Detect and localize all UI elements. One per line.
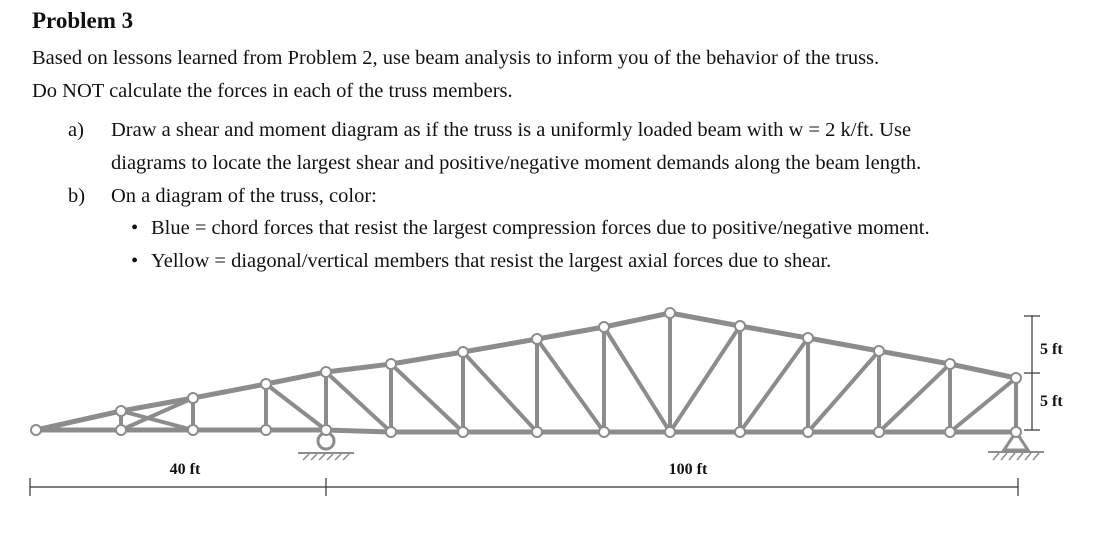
task-b-line-1: On a diagram of the truss, color: — [111, 185, 377, 207]
joint-node — [945, 359, 955, 369]
joint-node — [1011, 427, 1021, 437]
task-b — [68, 180, 1098, 213]
joint-node — [188, 425, 198, 435]
top-chord-member — [266, 372, 326, 384]
diagonal-member — [537, 339, 604, 432]
joint-node — [321, 367, 331, 377]
joint-node — [321, 425, 331, 435]
task-a-line-2: diagrams to locate the largest shear and positive/negative moment demands along the beam length. — [111, 152, 922, 174]
bullet-dot-icon: • — [131, 250, 139, 272]
top-chord-member — [604, 313, 670, 327]
task-a-line-1: Draw a shear and moment diagram as if the truss is a uniformly loaded beam with w = 2 k/ft. Use — [111, 119, 912, 141]
diagonal-member — [670, 326, 740, 432]
diagonal-member — [391, 364, 463, 432]
joint-node — [31, 425, 41, 435]
joint-node — [874, 427, 884, 437]
joint-node — [116, 425, 126, 435]
problem-intro — [32, 42, 1092, 108]
task-a-label: a) — [68, 119, 84, 141]
diagonal-member — [740, 338, 808, 432]
joint-node — [532, 427, 542, 437]
bullet-blue-text: Blue = chord forces that resist the largest compression forces due to positive/negative moment. — [151, 217, 930, 239]
joint-node — [458, 347, 468, 357]
diagonal-member — [463, 352, 537, 432]
truss-members — [36, 313, 1016, 432]
dim-5ft-lower-label: 5 ft — [1040, 393, 1063, 410]
joint-node — [261, 425, 271, 435]
problem-title: Problem 3 — [32, 8, 134, 33]
top-chord-member — [193, 384, 266, 398]
pin-support-icon — [298, 433, 354, 460]
truss-diagram — [0, 290, 1108, 540]
bullet-yellow-text: Yellow = diagonal/vertical members that resist the largest axial forces due to shear. — [151, 250, 832, 272]
joint-node — [665, 427, 675, 437]
top-chord-member — [950, 364, 1016, 378]
bottom-chord-member — [326, 430, 391, 432]
joint-node — [261, 379, 271, 389]
joint-node — [803, 333, 813, 343]
intro-line-2: Do NOT calculate the forces in each of the truss members. — [32, 80, 513, 102]
task-a — [68, 114, 1098, 180]
joint-node — [665, 308, 675, 318]
intro-line-1: Based on lessons learned from Problem 2, use beam analysis to inform you of the behavior of the truss. — [32, 47, 880, 69]
diagonal-member — [266, 384, 326, 430]
dim-100ft-label: 100 ft — [668, 461, 708, 478]
joint-node — [599, 322, 609, 332]
joint-node — [735, 427, 745, 437]
top-chord-member — [740, 326, 808, 338]
joint-node — [188, 393, 198, 403]
joint-node — [458, 427, 468, 437]
task-b-label: b) — [68, 185, 86, 207]
joint-node — [386, 427, 396, 437]
top-chord-member — [36, 411, 121, 430]
joint-node — [116, 406, 126, 416]
joint-node — [532, 334, 542, 344]
diagonal-member — [950, 378, 1016, 432]
joint-node — [945, 427, 955, 437]
diagonal-member — [326, 372, 391, 432]
top-chord-member — [537, 327, 604, 339]
diagonal-member — [808, 351, 879, 432]
dim-40ft-label: 40 ft — [169, 461, 201, 478]
joint-node — [874, 346, 884, 356]
bullet-dot-icon: • — [131, 217, 139, 239]
joint-node — [599, 427, 609, 437]
top-chord-member — [463, 339, 537, 352]
top-chord-member — [879, 351, 950, 364]
top-chord-member — [391, 352, 463, 364]
diagonal-member — [604, 327, 670, 432]
dim-5ft-upper-label: 5 ft — [1040, 341, 1063, 358]
diagonal-member — [879, 364, 950, 432]
joint-node — [803, 427, 813, 437]
joint-node — [1011, 373, 1021, 383]
joint-node — [735, 321, 745, 331]
top-chord-member — [808, 338, 879, 351]
task-a-text — [111, 114, 921, 180]
top-chord-member — [326, 364, 391, 372]
top-chord-member — [670, 313, 740, 326]
joint-node — [386, 359, 396, 369]
